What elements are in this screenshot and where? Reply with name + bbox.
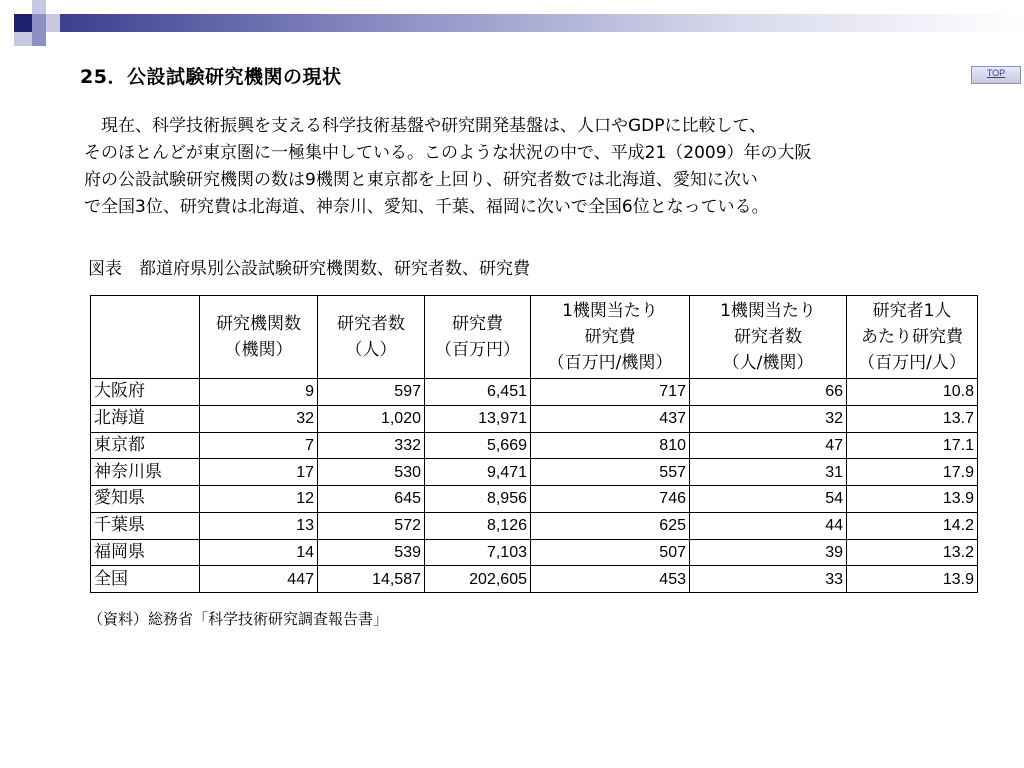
banner-square [32,14,46,32]
header-cell-institutions [200,296,318,379]
table-row [91,539,978,566]
header-line: 1機関当たり [562,301,658,321]
institutions-cell: 9 [200,379,318,406]
page-title: 25．公設試験研究機関の現状 [80,66,342,88]
table-header-row [91,296,978,379]
prefecture-name-cell: 東京都 [91,432,200,459]
researchers-per-institution-cell: 47 [690,432,847,459]
researchers-per-institution-cell: 33 [690,566,847,593]
prefecture-name-cell: 全国 [91,566,200,593]
researchers-per-institution-cell: 44 [690,512,847,539]
banner-square [14,32,32,46]
header-line: 研究者数 [734,327,802,347]
header-line: 研究者数 [337,314,405,334]
header-cell-researchers-per-institution [690,296,847,379]
header-banner [0,0,1024,48]
header-line: 1機関当たり [720,301,816,321]
banner-square [46,14,60,32]
institutions-cell: 13 [200,512,318,539]
header-cell-empty [91,296,200,379]
research-cost-cell: 5,669 [425,432,531,459]
header-line: （百万円/機関） [547,353,673,373]
researchers-per-institution-cell: 39 [690,539,847,566]
cost-per-researcher-cell: 13.2 [847,539,978,566]
header-line: 研究機関数 [216,314,301,334]
intro-line: 現在、科学技術振興を支える科学技術基盤や研究開発基盤は、人口やGDPに比較して、 [101,116,767,136]
research-cost-cell: 13,971 [425,405,531,432]
header-cell-research-cost [425,296,531,379]
prefecture-research-table [90,295,978,593]
researchers-per-institution-cell: 54 [690,486,847,513]
cost-per-researcher-cell: 17.9 [847,459,978,486]
cost-per-institution-cell: 717 [531,379,690,406]
header-line: （人） [345,340,397,360]
intro-line: そのほとんどが東京圏に一極集中している。このような状況の中で、平成21（2009）年の大阪 [84,143,812,163]
table-row [91,459,978,486]
table-row [91,512,978,539]
cost-per-researcher-cell: 10.8 [847,379,978,406]
research-cost-cell: 202,605 [425,566,531,593]
cost-per-institution-cell: 507 [531,539,690,566]
figure-caption: 図表 都道府県別公設試験研究機関数、研究者数、研究費 [88,259,530,279]
cost-per-institution-cell: 557 [531,459,690,486]
institutions-cell: 32 [200,405,318,432]
header-cell-researchers [318,296,425,379]
table-row [91,405,978,432]
researchers-cell: 530 [318,459,425,486]
institutions-cell: 17 [200,459,318,486]
header-line: あたり研究費 [861,327,963,347]
researchers-per-institution-cell: 66 [690,379,847,406]
header-cell-cost-per-researcher [847,296,978,379]
banner-square [32,32,46,46]
header-line: （機関） [224,340,293,360]
prefecture-name-cell: 神奈川県 [91,459,200,486]
cost-per-researcher-cell: 13.7 [847,405,978,432]
research-cost-cell: 9,471 [425,459,531,486]
intro-paragraph [84,113,984,221]
cost-per-researcher-cell: 13.9 [847,566,978,593]
institutions-cell: 447 [200,566,318,593]
banner-gradient-bar [60,14,1024,32]
header-line: （百万円） [435,340,520,360]
prefecture-name-cell: 千葉県 [91,512,200,539]
table-row-total [91,566,978,593]
researchers-cell: 539 [318,539,425,566]
header-line: （人/機関） [722,353,814,373]
cost-per-institution-cell: 810 [531,432,690,459]
researchers-cell: 597 [318,379,425,406]
institutions-cell: 14 [200,539,318,566]
researchers-cell: 14,587 [318,566,425,593]
researchers-per-institution-cell: 31 [690,459,847,486]
cost-per-researcher-cell: 17.1 [847,432,978,459]
prefecture-name-cell: 大阪府 [91,379,200,406]
cost-per-institution-cell: 453 [531,566,690,593]
header-line: 研究費 [584,327,636,347]
banner-square [32,0,46,14]
cost-per-institution-cell: 625 [531,512,690,539]
header-line: （百万円/人） [858,353,966,373]
researchers-per-institution-cell: 32 [690,405,847,432]
research-cost-cell: 7,103 [425,539,531,566]
institutions-cell: 12 [200,486,318,513]
top-link-button[interactable]: TOP [971,66,1021,84]
research-cost-cell: 6,451 [425,379,531,406]
researchers-cell: 572 [318,512,425,539]
researchers-cell: 1,020 [318,405,425,432]
header-cell-cost-per-institution [531,296,690,379]
header-line: 研究費 [452,314,503,334]
prefecture-name-cell: 北海道 [91,405,200,432]
intro-line: で全国3位、研究費は北海道、神奈川、愛知、千葉、福岡に次いで全国6位となっている。 [84,197,769,217]
cost-per-institution-cell: 437 [531,405,690,432]
intro-line: 府の公設試験研究機関の数は9機関と東京都を上回り、研究者数では北海道、愛知に次い [84,170,758,190]
table-row [91,486,978,513]
source-note: （資料）総務省「科学技術研究調査報告書」 [88,610,389,628]
research-cost-cell: 8,126 [425,512,531,539]
researchers-cell: 645 [318,486,425,513]
research-cost-cell: 8,956 [425,486,531,513]
banner-square [14,14,32,32]
cost-per-institution-cell: 746 [531,486,690,513]
table-row [91,379,978,406]
prefecture-name-cell: 福岡県 [91,539,200,566]
cost-per-researcher-cell: 13.9 [847,486,978,513]
institutions-cell: 7 [200,432,318,459]
prefecture-name-cell: 愛知県 [91,486,200,513]
cost-per-researcher-cell: 14.2 [847,512,978,539]
header-line: 研究者1人 [872,301,952,321]
researchers-cell: 332 [318,432,425,459]
table-row [91,432,978,459]
